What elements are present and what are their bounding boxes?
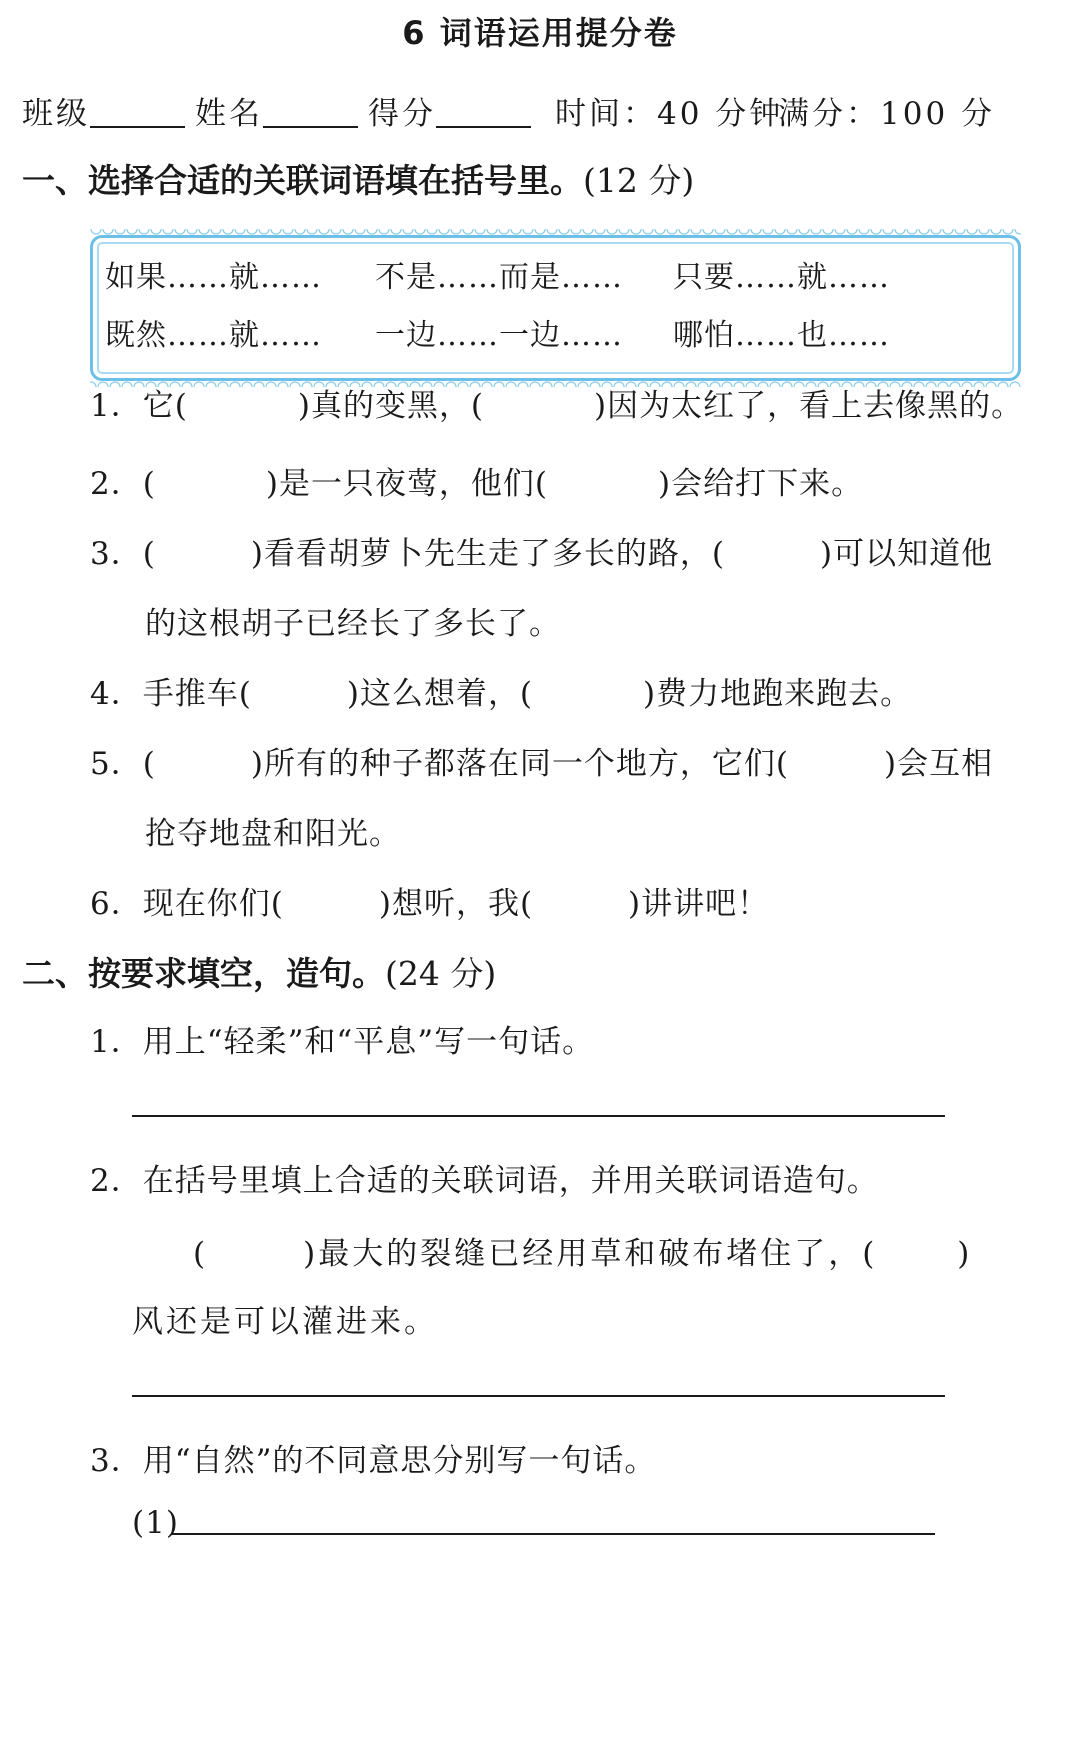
word-bank-item: 只要……就…… — [673, 260, 890, 295]
sub-question-label: (1) — [132, 1505, 179, 1541]
question-number: 5． — [90, 746, 143, 782]
class-label: 班级 — [22, 96, 90, 132]
s2-question-3: 3．用“自然”的不同意思分别写一句话。 — [90, 1443, 657, 1479]
question-number: 4． — [90, 676, 143, 712]
answer-line[interactable] — [132, 1395, 945, 1397]
s2-question-2: 2．在括号里填上合适的关联词语，并用关联词语造句。 — [90, 1163, 879, 1199]
score-label: 得分 — [368, 96, 436, 132]
word-bank-box — [90, 235, 1021, 381]
score-blank[interactable] — [436, 96, 531, 128]
question-text: ) — [957, 1236, 973, 1272]
section-1-title: 一、选择合适的关联词语填在括号里。 — [22, 161, 583, 200]
class-field — [22, 88, 185, 133]
question-text: )这么想着，( — [346, 676, 534, 712]
question-text: 现在你们( — [142, 886, 284, 922]
page-title: 6 词语运用提分卷 — [402, 14, 678, 52]
question-text: ( — [193, 1236, 209, 1272]
question-number: 6． — [90, 886, 143, 922]
question-text: ( — [142, 536, 156, 572]
question-text: )所有的种子都落在同一个地方，它们( — [250, 746, 790, 782]
question-1 — [90, 380, 1023, 425]
question-text: )会给打下来。 — [658, 466, 864, 502]
question-text: 手推车( — [142, 676, 252, 712]
name-blank[interactable] — [263, 96, 358, 128]
question-text: )是一只夜莺，他们( — [265, 466, 549, 502]
word-bank-item: 不是……而是…… — [375, 260, 623, 295]
question-3-continued: 的这根胡子已经长了多长了。 — [145, 606, 561, 642]
question-text: ( — [142, 746, 156, 782]
question-text: )因为太红了，看上去像黑的。 — [594, 388, 1024, 424]
class-blank[interactable] — [90, 96, 185, 128]
question-text: )可以知道他 — [820, 536, 994, 572]
question-5 — [90, 738, 993, 783]
section-1-heading — [22, 155, 694, 202]
question-number: 3． — [90, 536, 143, 572]
section-2-heading — [22, 948, 496, 995]
s2-question-2-continued: 风还是可以灌进来。 — [132, 1304, 438, 1340]
question-number: 1． — [90, 388, 143, 424]
word-bank-item: 如果……就…… — [105, 260, 322, 295]
word-bank-item: 一边……一边…… — [375, 318, 623, 353]
name-field — [195, 88, 358, 133]
answer-line[interactable] — [172, 1533, 935, 1535]
question-text: 它( — [142, 388, 188, 424]
answer-line[interactable] — [132, 1115, 945, 1117]
question-text: )讲讲吧！ — [628, 886, 770, 922]
word-bank-item: 哪怕……也…… — [673, 318, 890, 353]
full-score: 满分：100 分 — [778, 96, 996, 132]
question-number: 2． — [90, 466, 143, 502]
box-top-border — [90, 229, 1021, 237]
question-6 — [90, 878, 769, 923]
question-text: )想听，我( — [378, 886, 534, 922]
score-field — [368, 88, 531, 133]
name-label: 姓名 — [195, 96, 263, 132]
s2-question-1: 1．用上“轻柔”和“平息”写一句话。 — [90, 1024, 595, 1060]
time-limit: 时间：40 分钟 — [555, 96, 784, 132]
question-text: )看看胡萝卜先生走了多长的路，( — [250, 536, 726, 572]
s2-question-2-sentence — [193, 1228, 972, 1273]
question-text: )费力地跑来跑去。 — [643, 676, 913, 712]
s2-question-3-sub1 — [132, 1505, 179, 1541]
question-2 — [90, 458, 863, 503]
question-5-continued: 抢夺地盘和阳光。 — [145, 816, 401, 852]
question-text: )会互相 — [884, 746, 994, 782]
section-1-points: (12 分) — [583, 161, 695, 200]
question-3 — [90, 528, 993, 573]
question-4 — [90, 668, 912, 713]
question-text: )真的变黑，( — [297, 388, 485, 424]
section-2-title: 二、按要求填空，造句。 — [22, 954, 385, 993]
question-text: )最大的裂缝已经用草和破布堵住了，( — [303, 1236, 878, 1272]
section-2-points: (24 分) — [385, 954, 497, 993]
word-bank-item: 既然……就…… — [105, 318, 322, 353]
question-text: ( — [142, 466, 156, 502]
